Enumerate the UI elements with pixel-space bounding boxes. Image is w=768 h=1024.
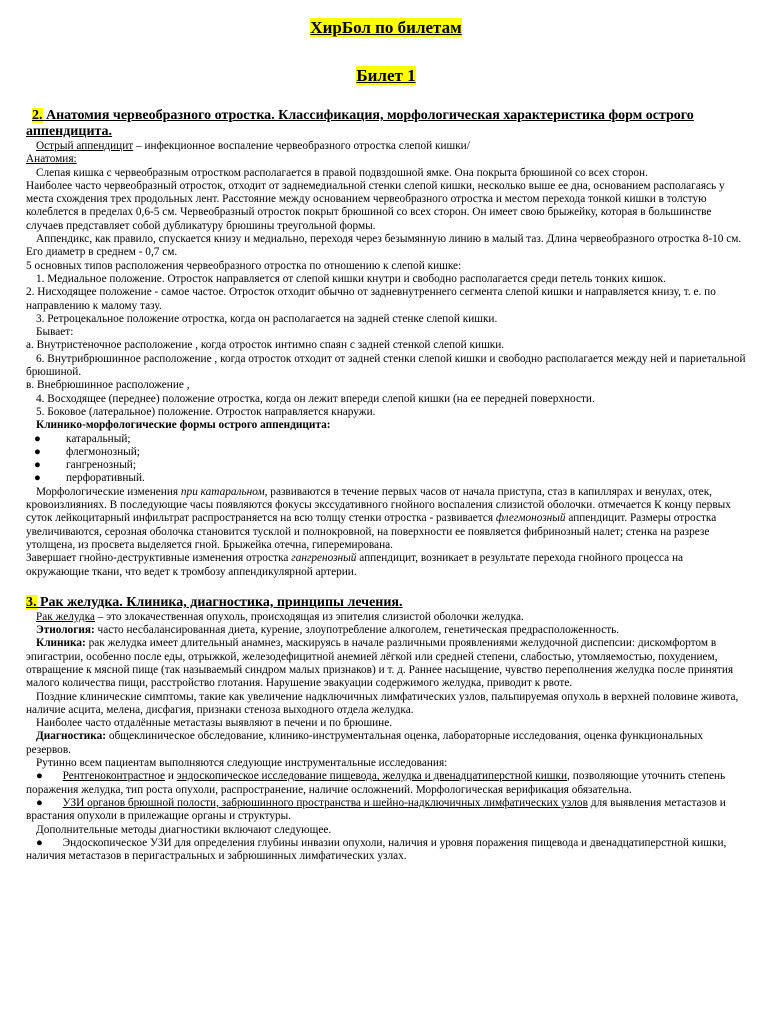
position-lateral: 5. Боковое (латеральное) положение. Отросток направляется кнаружи. [36, 405, 376, 418]
gangrenous-text-a: Завершает гнойно-деструктивные изменения отростка [26, 552, 292, 565]
gangrenous-paragraph [26, 552, 746, 579]
list-item [26, 446, 746, 459]
bullet-icon: ● [34, 432, 41, 445]
xray-rest: , позволяющие уточнить степень поражения желудка, тип роста опухоли, распространение, наличие осложнений. Морфологическая верификация обязательна. [26, 770, 726, 796]
morphology-text-b: , развиваются в течение первых часов от начала приступа, стаз в капиллярах и венулах, отек, кровоизлияниях. В последующие часы появляются фокусы экссудативного гнойного воспаления слизистой оболочки. отмечается К концу первых суток лейкоцитарный инфильтрат распространяется на всю толщу стенки отростка - развивается [26, 485, 731, 525]
ultrasound-rest: для выявления метастазов и врастания опухоли в прилежащие органы и структуры. [26, 796, 726, 823]
late-symptoms-paragraph: Поздние клинические симптомы, такие как увеличение надключичных лимфатических узлов, пальпируемая опухоль в верхней половине живота, наличие асцита, мелена, дисфагия, признаки стеноза выходного отдела желудка. [26, 690, 739, 716]
bullet-icon: ● [36, 770, 43, 783]
additional-methods-paragraph: Дополнительные методы диагностики включают следующее. [36, 823, 332, 836]
endoscopy-text: эндоскопическое исследование пищевода, желудка и двенадцатиперстной кишки [176, 770, 568, 783]
clinic-label: Клиника: [36, 637, 86, 650]
form-gangrenous: гангренозный; [66, 459, 136, 472]
xray-text: Рентгеноконтрастное [62, 770, 166, 783]
ticket-title [26, 66, 746, 86]
cancer-definition-text: – это злокачественная опухоль, происходящая из эпителия слизистой оболочки желудка. [94, 610, 524, 623]
gangrenous-italic: гангренозный [291, 552, 357, 565]
bullet-icon: ● [34, 445, 41, 458]
anatomy-label [26, 153, 746, 166]
appendicitis-definition [26, 140, 746, 153]
bullet-icon: ● [34, 459, 41, 472]
cancer-definition [26, 611, 746, 624]
position-intraperitoneal: 6. Внутрибрюшинное расположение , когда отросток отходит от задней стенки слепой кишки и свободно располагается между ней и париетальной брюшиной. [26, 352, 746, 379]
doc-title-text: ХирБол по билетам [310, 18, 462, 37]
ticket-title-text: Билет 1 [356, 66, 416, 85]
doc-title [26, 18, 746, 38]
gangrenous-text-b: аппендицит, возникает в результате перехода гнойного процесса на окружающие ткани, что ведет к тромбозу аппендикулярной артерии. [26, 552, 684, 578]
position-retrocecal: 3. Ретроцекальное положение отростка, когда он располагается на задней стенке слепой кишки. [36, 312, 498, 325]
clinic-paragraph [26, 637, 746, 690]
diagnostics-text: общеклиническое обследование, клинико-инструментальная оценка, лабораторные исследования, оценка функциональных резервов. [26, 730, 703, 756]
anatomy-paragraph-3: Аппендикс, как правило, спускается книзу и медиально, переходя через безымянную линию в малый таз. Длина червеобразного отростка 8-10 см. Его диаметр в среднем - 0,7 см. [26, 233, 742, 259]
question-3-number: 3. [26, 594, 37, 610]
position-medial: 1. Медиальное положение. Отросток направляется от слепой кишки кнутри и свободно располагается среди петель тонких кишок. [36, 272, 666, 285]
bullet-icon: ● [36, 836, 43, 849]
definition-text: – инфекционное воспаление червеобразного отростка слепой кишки/ [133, 140, 470, 152]
position-ascending: 4. Восходящее (переднее) положение отростка, когда он лежит впереди слепой кишки (на ее передней поверхности. [36, 392, 595, 405]
diagnostic-item-xray [26, 770, 746, 797]
etiology-text: часто несбалансированная диета, курение, злоупотребление алкоголем, генетическая предрасположенность. [94, 624, 620, 637]
position-extraperitoneal: в. Внебрюшинное расположение , [26, 379, 190, 392]
question-3-heading [26, 595, 746, 611]
form-perforative: перфоративный. [66, 472, 145, 485]
diagnostic-item-eus [26, 837, 746, 864]
document-page [26, 14, 746, 863]
morphology-text-c: аппендицит. Размеры отростка увеличиваются, серозная оболочка становится тусклой и полнокровной, на поверхности ее появляется фибринозный налет; стенка на разрезе утолщена, из просвета выделяется гной. Брыжейка отечна, гиперемирована. [26, 512, 717, 551]
routine-paragraph: Рутинно всем пациентам выполняются следующие инструментальные исследования: [36, 757, 448, 770]
definition-term: Острый аппендицит [36, 140, 134, 152]
etiology-label: Этиология: [36, 624, 95, 637]
form-catarrhal: катаральный; [66, 432, 131, 445]
diagnostic-item-ultrasound [26, 797, 746, 824]
ultrasound-text: УЗИ органов брюшной полости, забрюшинного пространства и шейно-надключичных лимфатических узлов [62, 796, 588, 809]
morphology-paragraph [26, 486, 746, 552]
position-descending: 2. Нисходящее положение - самое частое. Отросток отходит обычно от задневнутреннего сегмента слепой кишки и направляется книзу, т. е. по направлению к малому тазу. [26, 286, 716, 312]
position-types-intro: 5 основных типов расположения червеобразного отростка по отношению к слепой кишке: [26, 259, 462, 272]
anatomy-paragraph-1: Слепая кишка с червеобразным отростком располагается в правой подвздошной ямке. Она покрыта брюшиной со всех сторон. [36, 166, 648, 179]
clinic-text: рак желудка имеет длительный анамнез, маскируясь в начале различными проявлениями желудочной диспепсии: дискомфортом в эпигастрии, особенно после еды, отрыжкой, железодефицитной анемией лёгкой или средней степени, слабостью, утомляемостью, похудением, отвращение к мясной пище (так называемый синдром малых признаков) и т. д. Раннее насыщение, чувство переполнения желудка после принятия малого количества пищи, расстройство глотания. Нарушение эвакуации содержимого желудка, приводит к рвоте. [26, 637, 734, 690]
question-2-number: 2. [32, 108, 43, 123]
eus-text: Эндоскопическое УЗИ для определения глубины инвазии опухоли, наличия и уровня поражения пищевода и двенадцатиперстной кишки, наличия метастазов в перигастральных и забрюшинных лимфатических узлах. [26, 836, 727, 863]
question-2-heading [26, 108, 746, 140]
form-phlegmonous: флегмонозный; [66, 445, 140, 458]
diagnostics-label: Диагностика: [36, 730, 107, 743]
position-occurs: Бывает: [36, 326, 74, 339]
diagnostics-paragraph [26, 730, 746, 757]
bullet-icon: ● [34, 472, 41, 485]
morphology-italic-b: флегмонозный [495, 512, 566, 525]
bullet-icon: ● [36, 796, 43, 809]
position-intramural: а. Внутристеночное расположение , когда отросток интимно спаян с задней стенкой слепой кишки. [26, 339, 505, 352]
list-item [26, 472, 746, 485]
list-item [26, 459, 746, 472]
anatomy-paragraph-2: Наиболее часто червеобразный отросток, отходит от заднемедиальной стенки слепой кишки, несколько выше ее дна, основанием располагаясь у места схождения трех продольных лент. Расстояние между основанием червеобразного отростка и местом перехода тонкой кишки в толстую колеблется в пределах 0,6-5 см. Червеобразный отросток покрыт брюшиной со всех сторон. Он имеет свою брыжейку, которая в большинстве случаев представляет собой дубликатуру брюшины треугольной формы. [26, 179, 725, 232]
etiology-paragraph [26, 624, 746, 637]
morphology-italic-a: при катаральном [180, 485, 265, 498]
cancer-term: Рак желудка [36, 610, 95, 623]
morphology-text-a: Морфологические изменения [36, 485, 181, 498]
question-2-title: Анатомия червеобразного отростка. Классификация, морфологическая характеристика форм острого аппендицита. [26, 108, 694, 139]
forms-heading: Клинико-морфологические формы острого аппендицита: [36, 419, 331, 432]
metastases-paragraph: Наиболее часто отдалённые метастазы выявляют в печени и по брюшине. [36, 717, 393, 730]
list-item [26, 433, 746, 446]
anatomy-label-text: Анатомия: [26, 153, 77, 166]
question-3-title: Рак желудка. Клиника, диагностика, принципы лечения. [36, 594, 403, 610]
xray-joiner: и [165, 770, 177, 783]
